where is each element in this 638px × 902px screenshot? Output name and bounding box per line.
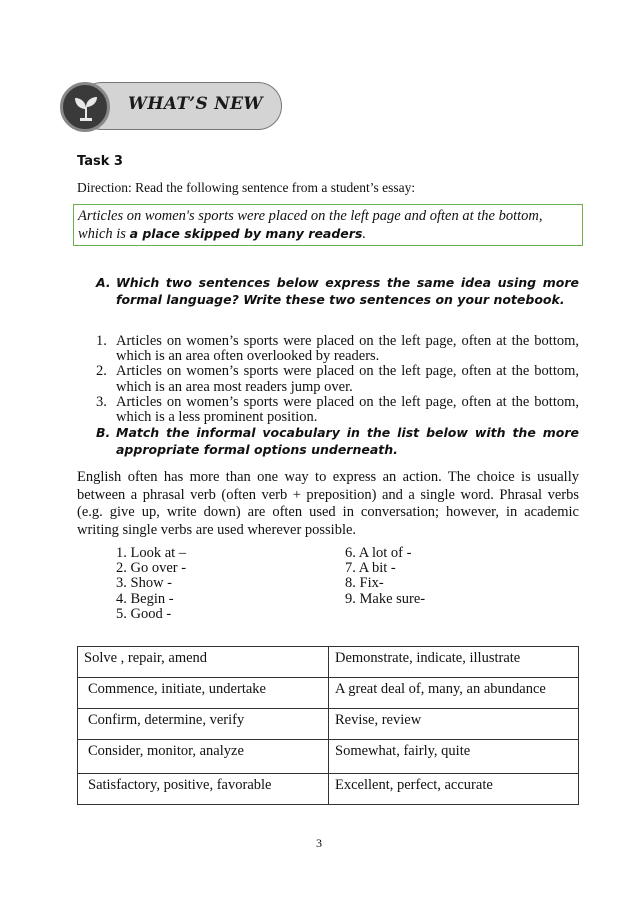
- question-b-text: Match the informal vocabulary in the list below with the more appropriate formal options underneath.: [116, 425, 579, 457]
- quote-text-end: .: [362, 226, 367, 242]
- item-text: Articles on women’s sports were placed on the left page, often at the bottom, which is an area most readers jump over.: [116, 363, 579, 395]
- table-cell: Demonstrate, indicate, illustrate: [329, 647, 579, 678]
- quote-box: [73, 204, 583, 246]
- vocab-item: 3. Show -: [116, 575, 172, 592]
- table-row: [78, 740, 579, 774]
- table-row: [78, 774, 579, 805]
- item-text: Articles on women’s sports were placed on the left page, often at the bottom, which is an area often overlooked by readers.: [116, 333, 579, 365]
- question-a-label: A.: [96, 275, 111, 290]
- list-item: [96, 395, 579, 425]
- vocab-item: 6. A lot of -: [345, 545, 412, 561]
- table-cell: Satisfactory, positive, favorable: [78, 774, 329, 805]
- item-number: 3.: [96, 393, 107, 410]
- question-b-label: B.: [96, 425, 111, 440]
- vocab-item: 8. Fix-: [345, 575, 384, 592]
- explanation-paragraph: English often has more than one way to express an action. The choice is usually between a phrasal verb (often verb + preposition) and a single word. Phrasal verbs (e.g. give up, write down) are often used in conversation; however, in academic writing single verbs are used wherever possible.: [77, 469, 579, 538]
- leaf-sprout-icon: [60, 82, 110, 132]
- table-cell: Revise, review: [329, 709, 579, 740]
- quote-text-start: Articles on women's sports were placed on the left page and often at the bottom, which is: [78, 208, 543, 242]
- formal-options-table: [77, 646, 579, 805]
- vocab-item: 5. Good -: [116, 605, 172, 622]
- question-a: [96, 274, 579, 307]
- table-cell: Commence, initiate, undertake: [78, 678, 329, 709]
- table-cell: A great deal of, many, an abundance: [329, 678, 579, 709]
- sentence-list: [96, 334, 579, 425]
- task-label: Task 3: [77, 154, 123, 169]
- direction-text: Direction: Read the following sentence from a student’s essay:: [77, 180, 416, 195]
- vocab-list-left: [116, 546, 186, 622]
- table-cell: Somewhat, fairly, quite: [329, 740, 579, 774]
- list-item: [96, 364, 579, 394]
- section-title: WHAT’S NEW: [128, 94, 263, 114]
- question-a-text: Which two sentences below express the same idea using more formal language? Write these two sentences on your notebook.: [116, 275, 579, 307]
- item-text: Articles on women’s sports were placed on the left page, often at the bottom, which is a less prominent position.: [116, 393, 579, 426]
- table-cell: Consider, monitor, analyze: [78, 740, 329, 774]
- section-banner: [60, 82, 282, 132]
- vocab-item: 2. Go over -: [116, 560, 187, 577]
- table-row: [78, 647, 579, 678]
- question-b: [96, 424, 579, 457]
- vocab-list-right: [345, 546, 425, 607]
- item-number: 2.: [96, 363, 107, 380]
- vocab-item: 9. Make sure-: [345, 590, 426, 607]
- vocab-item: 4. Begin -: [116, 590, 174, 607]
- table-cell: Confirm, determine, verify: [78, 709, 329, 740]
- list-item: [96, 334, 579, 364]
- table-cell: Solve , repair, amend: [78, 647, 329, 678]
- table-cell: Excellent, perfect, accurate: [329, 774, 579, 805]
- item-number: 1.: [96, 333, 107, 349]
- quote-emphasis: a place skipped by many readers: [129, 226, 363, 241]
- table-row: [78, 709, 579, 740]
- vocab-item: 1. Look at –: [116, 545, 187, 561]
- vocab-item: 7. A bit -: [345, 560, 396, 577]
- table-row: [78, 678, 579, 709]
- page-number: 3: [316, 836, 322, 850]
